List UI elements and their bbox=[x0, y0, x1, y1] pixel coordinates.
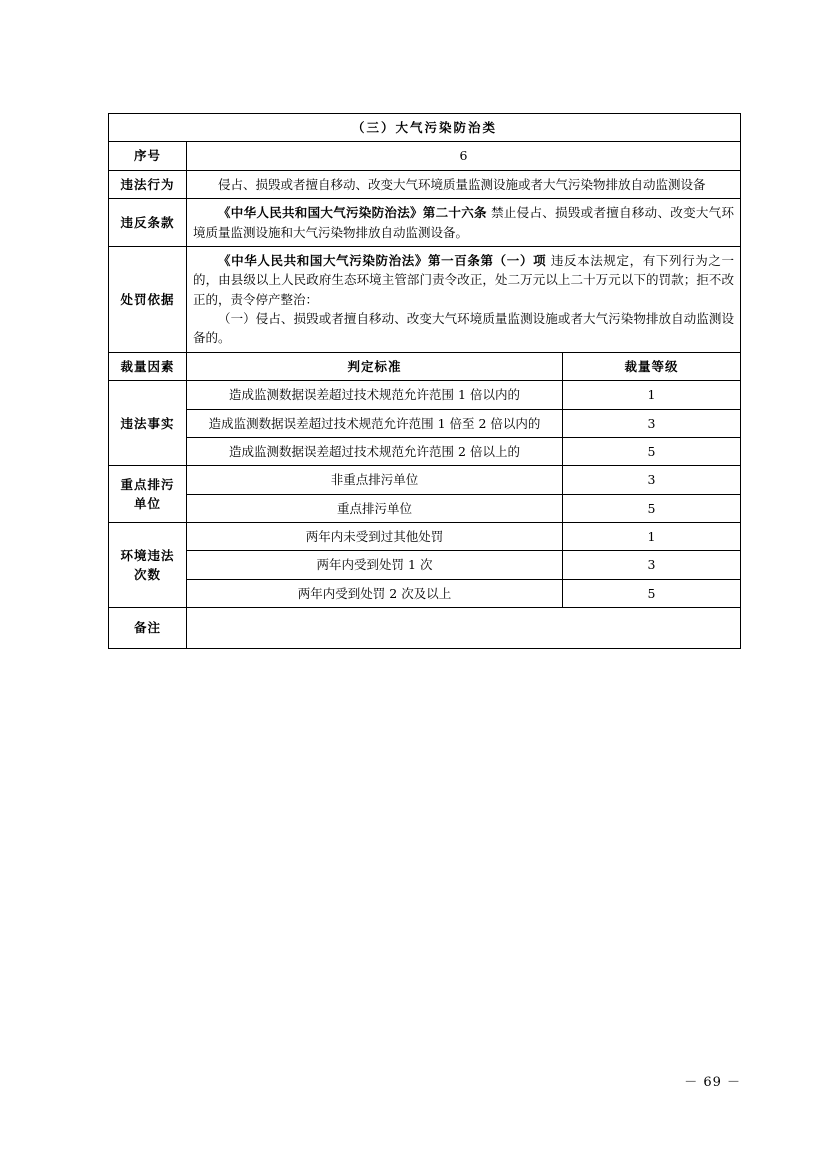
discretion-level: 5 bbox=[563, 437, 741, 465]
table-row bbox=[109, 437, 741, 465]
table-row-violation bbox=[109, 170, 741, 198]
discretion-factor: 重点排污单位 bbox=[109, 466, 187, 523]
penalty-value bbox=[187, 246, 741, 352]
violation-label: 违法行为 bbox=[109, 170, 187, 198]
violation-text: 侵占、损毁或者擅自移动、改变大气环境质量监测设施或者大气污染物排放自动监测设备 bbox=[218, 176, 706, 192]
discretion-criteria: 两年内未受到过其他处罚 bbox=[187, 523, 563, 551]
table-row bbox=[109, 494, 741, 522]
clause-law-name: 《中华人民共和国大气污染防治法》第二十六条 bbox=[218, 205, 487, 221]
discretion-level: 3 bbox=[563, 409, 741, 437]
serial-label: 序号 bbox=[109, 142, 187, 170]
discretion-criteria: 两年内受到处罚 1 次 bbox=[187, 551, 563, 579]
violation-value bbox=[187, 170, 741, 198]
table-row bbox=[109, 523, 741, 551]
clause-label: 违反条款 bbox=[109, 199, 187, 247]
discretion-criteria: 两年内受到处罚 2 次及以上 bbox=[187, 579, 563, 607]
discretion-criteria: 造成监测数据误差超过技术规范允许范围 1 倍至 2 倍以内的 bbox=[187, 409, 563, 437]
penalty-text: 违反本法规定，有下列行为之一的，由县级以上人民政府生态环境主管部门责令改正，处二万元以上二十万元以下的罚款；拒不改正的，责令停产整治： bbox=[193, 252, 734, 307]
table-row-title bbox=[109, 114, 741, 142]
table-row-clause bbox=[109, 199, 741, 247]
discretion-criteria: 重点排污单位 bbox=[187, 494, 563, 522]
table-row-discretion-header bbox=[109, 352, 741, 380]
discretion-level-header: 裁量等级 bbox=[563, 352, 741, 380]
discretion-factor: 环境违法次数 bbox=[109, 523, 187, 608]
table-row-remark bbox=[109, 608, 741, 649]
table-row-serial bbox=[109, 142, 741, 170]
discretion-level: 5 bbox=[563, 579, 741, 607]
penalty-law-name: 《中华人民共和国大气污染防治法》第一百条第（一）项 bbox=[218, 252, 547, 268]
discretion-level: 1 bbox=[563, 381, 741, 409]
clause-value bbox=[187, 199, 741, 247]
clause-text: 禁止侵占、损毁或者擅自移动、改变大气环境质量监测设施和大气污染物排放自动监测设备。 bbox=[193, 205, 734, 240]
serial-value: 6 bbox=[187, 142, 741, 170]
penalty-label: 处罚依据 bbox=[109, 246, 187, 352]
table-row bbox=[109, 551, 741, 579]
discretion-level: 3 bbox=[563, 551, 741, 579]
page-number: － 69 － bbox=[684, 1075, 741, 1090]
discretion-factor: 违法事实 bbox=[109, 381, 187, 466]
table-row bbox=[109, 579, 741, 607]
penalty-item: （一）侵占、损毁或者擅自移动、改变大气环境质量监测设施或者大气污染物排放自动监测设备的。 bbox=[193, 311, 734, 346]
table-row-penalty bbox=[109, 246, 741, 352]
remark-value bbox=[187, 608, 741, 649]
discretion-criteria-header: 判定标准 bbox=[187, 352, 563, 380]
discretion-criteria: 造成监测数据误差超过技术规范允许范围 1 倍以内的 bbox=[187, 381, 563, 409]
discretion-criteria: 非重点排污单位 bbox=[187, 466, 563, 494]
discretion-benchmark-table bbox=[108, 113, 741, 649]
discretion-level: 5 bbox=[563, 494, 741, 522]
remark-label: 备注 bbox=[109, 608, 187, 649]
table-row bbox=[109, 381, 741, 409]
discretion-criteria: 造成监测数据误差超过技术规范允许范围 2 倍以上的 bbox=[187, 437, 563, 465]
discretion-level: 3 bbox=[563, 466, 741, 494]
table-row bbox=[109, 466, 741, 494]
table-row bbox=[109, 409, 741, 437]
discretion-level: 1 bbox=[563, 523, 741, 551]
table-title: （三）大气污染防治类 bbox=[109, 114, 741, 142]
discretion-factor-header: 裁量因素 bbox=[109, 352, 187, 380]
